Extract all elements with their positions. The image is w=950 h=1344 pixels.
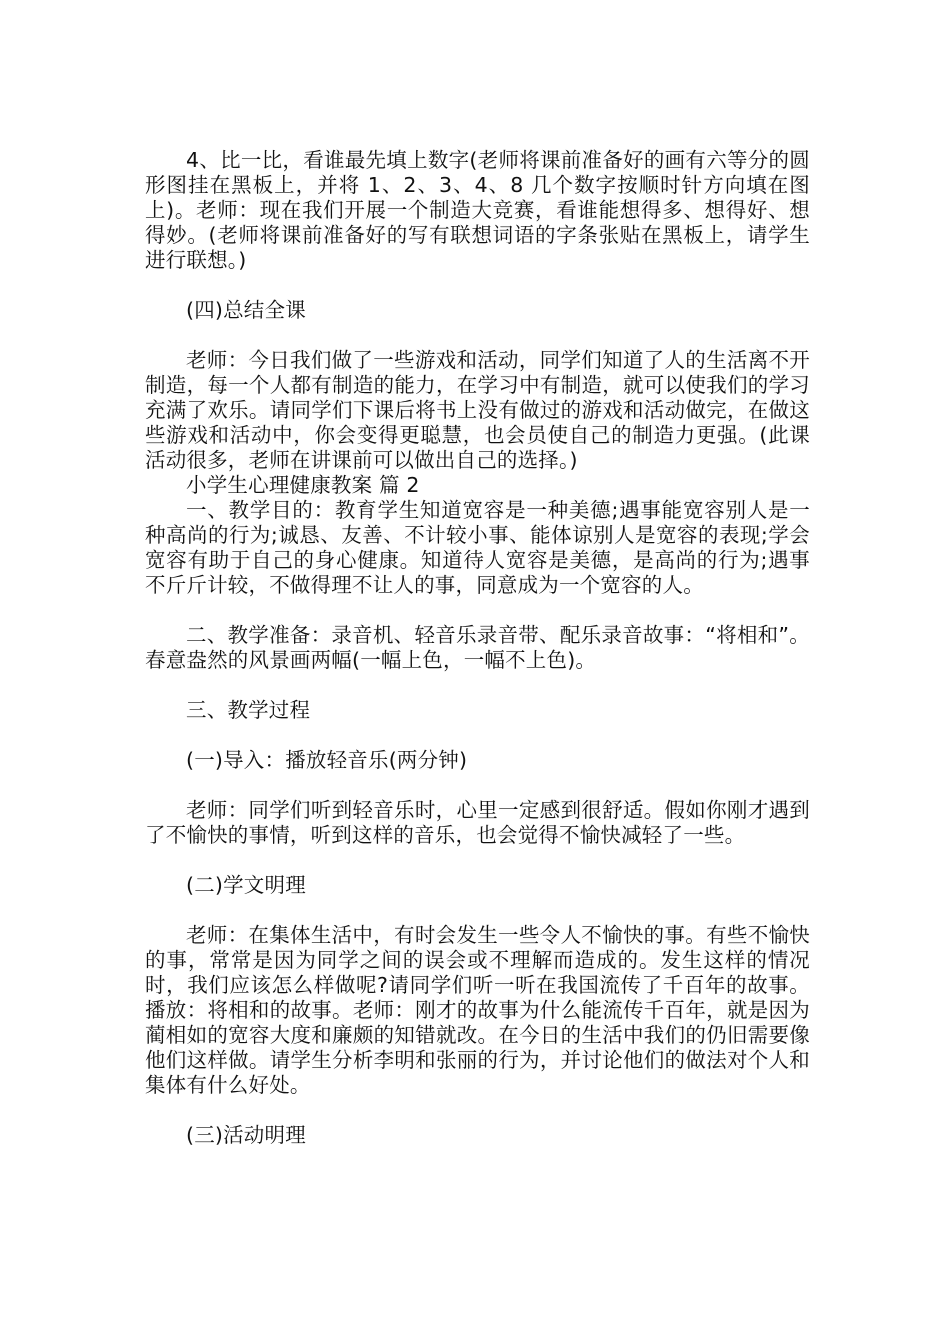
- heading-learning-text: (二)学文明理: [186, 873, 306, 897]
- paragraph-teaching-goals: 一、教学目的：教育学生知道宽容是一种美德;遇事能宽容别人是一种高尚的行为;诚恳、友善、不计较小事、能体谅别人是宽容的表现;学会宽容有助于自己的身心健康。知道待人宽容是美德，是高尚的行为;遇事不斤斤计较，不做得理不让人的事，同意成为一个宽容的人。: [145, 498, 810, 597]
- document-page: [145, 148, 810, 1148]
- paragraph-comparison-activity: 4、比一比，看谁最先填上数字(老师将课前准备好的画有六等分的圆形图挂在黑板上，并将 1、2、3、4、8 几个数字按顺时针方向填在图上)。老师：现在我们开展一个制造大竞赛，看谁能想得多、想得好、想得妙。(老师将课前准备好的写有联想词语的字条张贴在黑板上，请学生进行联想。): [145, 148, 810, 272]
- heading-introduction: (一)导入：播放轻音乐(两分钟): [186, 748, 468, 772]
- paragraph-learning-text: 老师：在集体生活中，有时会发生一些令人不愉快的事。有些不愉快的事，常常是因为同学之间的误会或不理解而造成的。发生这样的情况时，我们应该怎么样做呢?请同学们听一听在我国流传了千百年的故事。播放：将相和的故事。老师：刚才的故事为什么能流传千百年，就是因为蔺相如的宽容大度和廉颇的知错就改。在今日的生活中我们的仍旧需要像他们这样做。请学生分析李明和张丽的行为，并讨论他们的做法对个人和集体有什么好处。: [145, 923, 810, 1097]
- paragraph-teaching-preparation: 二、教学准备：录音机、轻音乐录音带、配乐录音故事：“将相和”。春意盎然的风景画两幅(一幅上色，一幅不上色)。: [145, 623, 810, 672]
- paragraph-introduction: 老师：同学们听到轻音乐时，心里一定感到很舒适。假如你刚才遇到了不愉快的事情，听到这样的音乐，也会觉得不愉快减轻了一些。: [145, 798, 810, 847]
- heading-activity: (三)活动明理: [186, 1123, 306, 1147]
- heading-teaching-process: 三、教学过程: [186, 698, 311, 722]
- paragraph-summary: 老师：今日我们做了一些游戏和活动，同学们知道了人的生活离不开制造，每一个人都有制造的能力，在学习中有制造，就可以使我们的学习充满了欢乐。请同学们下课后将书上没有做过的游戏和活动做完，在做这些游戏和活动中，你会变得更聪慧，也会员使自己的制造力更强。(此课活动很多，老师在讲课前可以做出自己的选择。): [145, 348, 810, 472]
- heading-summary: (四)总结全课: [186, 298, 306, 322]
- lesson-title: 小学生心理健康教案 篇 2: [186, 473, 420, 497]
